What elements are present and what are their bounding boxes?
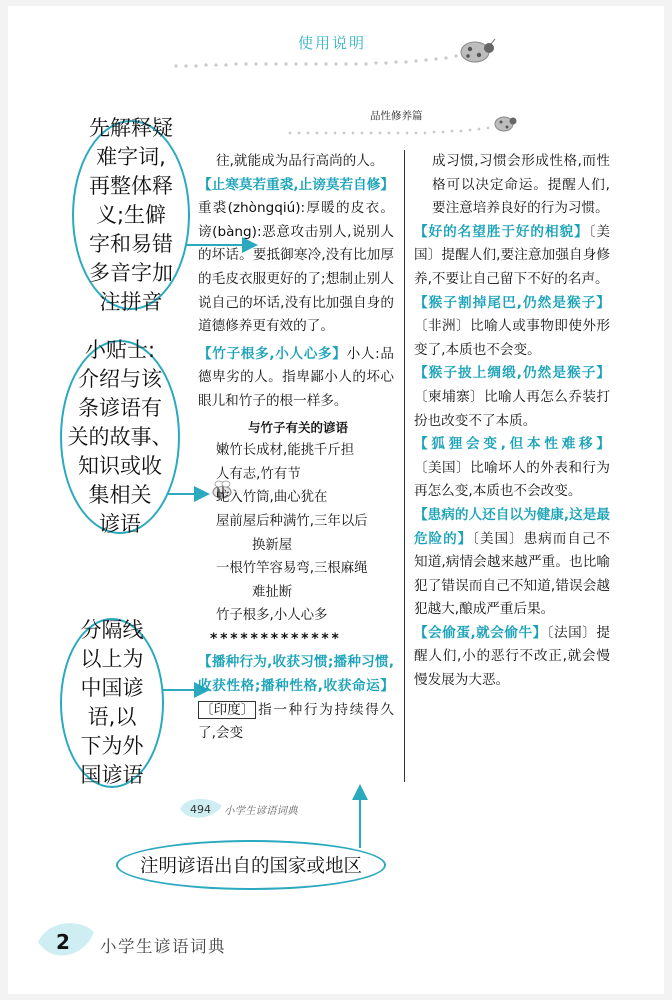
header-title: 使用说明 xyxy=(298,34,367,52)
entry-title: 【好的名望胜于好的相貌】 xyxy=(414,223,589,240)
entry-body: 比喻坏人的外表和行为再怎么变,本质也不会改变。 xyxy=(414,459,610,500)
entry-title: 【会偷蛋,就会偷牛】 xyxy=(414,624,547,641)
entry-origin: 〔美国〕 xyxy=(414,223,611,264)
list-item: 竹子根多,小人心多 xyxy=(216,608,328,624)
list-item: 一根竹竿容易弯,三根麻绳 难扯断 xyxy=(216,561,368,600)
section-label: 品性修养篇 xyxy=(370,110,423,122)
callout-divider: 分隔线 以上为 中国谚 语,以 下为外 国谚语 xyxy=(60,618,164,788)
entry-body: 提醒人们,小的恶行不改正,就会慢慢发展为大恶。 xyxy=(414,624,610,689)
inner-book-title: 小学生谚语词典 xyxy=(224,805,298,817)
callout-pinyin: 先解释疑 难字词, 再整体释 义;生僻 字和易错 多音字加 注拼音 xyxy=(72,120,190,310)
entry-title: 【播种行为,收获习惯;播种习惯,收获性格;播种性格,收获命运】 xyxy=(198,654,394,695)
entry-zhuzi xyxy=(198,343,394,414)
entry-title: 【患病的人还自以为健康,这是最危险的】 xyxy=(414,506,610,547)
entry-mingwang xyxy=(414,221,610,292)
left-column xyxy=(198,150,394,746)
entry-origin: 〔非洲〕 xyxy=(414,318,471,335)
entry-title: 【竹子根多,小人心多】 xyxy=(198,345,347,362)
entry-origin: 〔法国〕 xyxy=(546,624,597,641)
entry-zhihan xyxy=(198,174,394,339)
intro-text: 往,就能成为品行高尚的人。 xyxy=(216,153,384,169)
entry-title: 【狐狸会变,但本性难移】 xyxy=(414,436,610,453)
entry-bozhong xyxy=(198,651,394,745)
book-title: 小学生谚语词典 xyxy=(100,937,226,956)
inner-page-number: 494 xyxy=(190,803,211,816)
list-item: 蛇入竹筒,曲心犹在 xyxy=(216,490,328,506)
list-item: 人有志,竹有节 xyxy=(216,466,301,482)
star-divider: ************* xyxy=(210,630,342,647)
entry-houzi-chouduan xyxy=(414,362,610,433)
entry-origin: 〔柬埔寨〕 xyxy=(414,388,485,405)
entry-huanbing xyxy=(414,504,610,622)
page-number: 2 xyxy=(56,930,70,954)
entry-body: 指一种行为持续得久了,会变 xyxy=(198,701,394,742)
entry-body: 重裘(zhòngqiú):厚暖的皮衣。谤(bàng):恶意攻击别人,说别人的坏话。要抵御寒冷,没有比加厚的毛皮衣服更好的了;想制止别人说自己的坏话,没有比加强自身的道德修养更有效的了。 xyxy=(198,200,394,335)
right-column xyxy=(414,150,610,693)
list-item: 屋前屋后种满竹,三年以后 换新屋 xyxy=(216,513,368,553)
entry-title: 【止寒莫若重裘,止谤莫若自修】 xyxy=(198,176,394,193)
callout-tips: 小贴士: 介绍与该 条谚语有 关的故事、 知识或收 集相关 谚语 xyxy=(60,340,180,534)
entry-origin: 〔美国〕 xyxy=(414,459,471,476)
tips-list xyxy=(198,439,394,628)
origin-box: 〔印度〕 xyxy=(200,701,255,718)
entry-body: 比喻人再怎么乔装打扮也改变不了本质。 xyxy=(414,388,610,429)
entry-title: 【猴子披上绸缎,仍然是猴子】 xyxy=(414,365,610,382)
list-item: 嫩竹长成材,能挑千斤担 xyxy=(216,443,355,459)
entry-body: 比喻人或事物即使外形变了,本质也不会变。 xyxy=(414,318,610,358)
entry-toudan xyxy=(414,622,610,693)
entry-body: 小人:品德卑劣的人。指卑鄙小人的坏心眼儿和竹子的根一样多。 xyxy=(198,345,394,409)
entry-body: 提醒人们,要注意加强自身修养,不要让自己留下不好的名声。 xyxy=(414,247,611,287)
entry-huli xyxy=(414,433,610,504)
continued-text: 成习惯,习惯会形成性格,而性格可以决定命运。提醒人们,要注意培养良好的行为习惯。 xyxy=(432,153,610,217)
entry-houzi-weiba xyxy=(414,292,610,363)
entry-origin: 〔美国〕 xyxy=(472,530,524,547)
tips-title: 与竹子有关的谚语 xyxy=(248,419,349,435)
entry-body: 患病而自己不知道,病情会越来越严重。也比喻犯了错误而自己不知道,错误会越犯越大,酿成严重后果。 xyxy=(414,530,611,618)
entry-title: 【猴子割掉尾巴,仍然是猴子】 xyxy=(414,294,610,311)
callout-origin: 注明谚语出自的国家或地区 xyxy=(116,840,386,890)
